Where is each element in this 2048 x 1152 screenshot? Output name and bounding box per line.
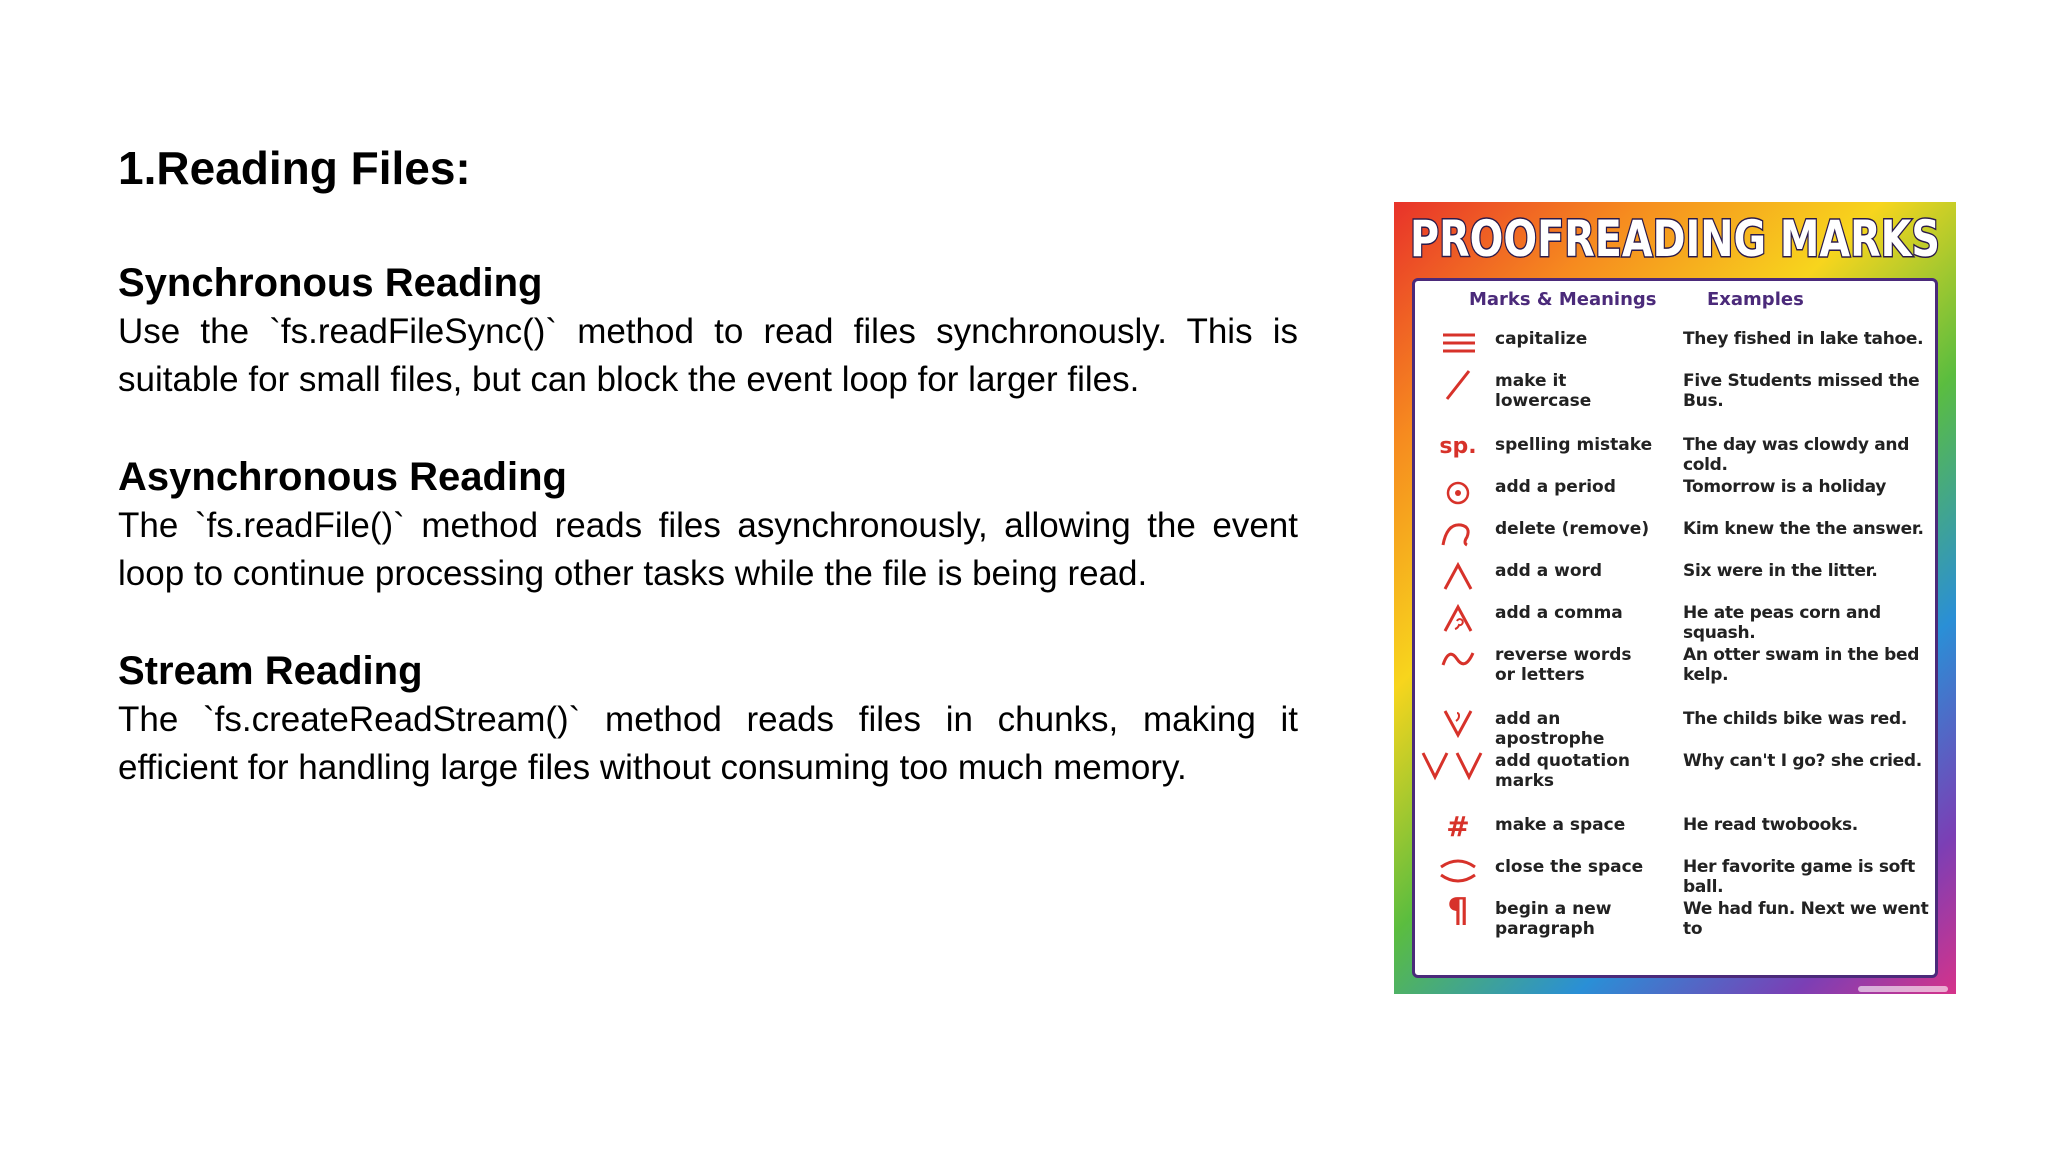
section-body: Use the `fs.readFileSync()` method to read files synchronously. This is suitable for small files, but can block the event loop for larger files. <box>118 312 1298 399</box>
swap-mark-icon <box>1437 641 1479 677</box>
mark-meaning: reverse words or letters <box>1495 645 1632 685</box>
mark-row-reverse <box>1415 641 1935 683</box>
mark-example: Tomorrow is a holiday <box>1683 477 1887 497</box>
mark-meaning: make a space <box>1495 815 1626 835</box>
mark-example: Kim knew the the answer. <box>1683 519 1924 539</box>
column-header-marks: Marks & Meanings <box>1469 289 1657 310</box>
section-heading: Asynchronous Reading <box>118 455 567 499</box>
period-mark-icon <box>1437 473 1479 509</box>
mark-meaning: spelling mistake <box>1495 435 1653 455</box>
mark-example: An otter swam in the bed kelp. <box>1683 645 1920 685</box>
comma-caret-icon <box>1437 599 1479 635</box>
close-space-icon <box>1437 853 1479 889</box>
mark-example: He ate peas corn and squash. <box>1683 603 1881 643</box>
mark-example: Her favorite game is soft ball. <box>1683 857 1915 897</box>
poster-title-text: PROOFREADING MARKS <box>1410 210 1940 268</box>
mark-row-capitalize <box>1415 325 1935 367</box>
section-body: The `fs.createReadStream()` method reads files in chunks, making it efficient for handling large files without consuming too much memory. <box>118 700 1298 787</box>
mark-row-lowercase <box>1415 367 1935 409</box>
section-synchronous <box>118 258 1298 404</box>
mark-meaning: delete (remove) <box>1495 519 1650 539</box>
delete-mark-icon <box>1437 515 1479 551</box>
capitalize-mark-icon <box>1437 325 1479 361</box>
poster-title-graphic <box>1394 208 1956 268</box>
mark-meaning: add a comma <box>1495 603 1623 623</box>
marks-panel <box>1412 278 1938 978</box>
mark-meaning: add quotation marks <box>1495 751 1631 791</box>
mark-row-quotation <box>1415 747 1935 789</box>
mark-meaning: make it lowercase <box>1495 371 1592 411</box>
mark-meaning: add an apostrophe <box>1495 709 1605 749</box>
mark-row-close-space <box>1415 853 1935 895</box>
mark-row-delete <box>1415 515 1935 557</box>
section-stream <box>118 646 1298 792</box>
caret-icon <box>1437 557 1479 593</box>
mark-row-period <box>1415 473 1935 515</box>
proofreading-marks-poster <box>1394 202 1956 994</box>
paragraph-mark-icon: ¶ <box>1447 891 1469 931</box>
section-heading: Synchronous Reading <box>118 261 543 305</box>
mark-meaning: close the space <box>1495 857 1644 877</box>
mark-example: He read twobooks. <box>1683 815 1858 835</box>
lowercase-slash-icon <box>1437 367 1479 403</box>
mark-row-add-comma <box>1415 599 1935 641</box>
text-column <box>118 140 1298 840</box>
mark-row-spelling <box>1415 431 1935 473</box>
poster-title <box>1394 208 1956 268</box>
slide-title: 1.Reading Files: <box>118 142 471 194</box>
mark-meaning: add a word <box>1495 561 1603 581</box>
mark-row-apostrophe <box>1415 705 1935 747</box>
mark-row-paragraph <box>1415 891 1935 939</box>
spelling-mark-icon: sp. <box>1439 434 1477 459</box>
mark-example: The day was clowdy and cold. <box>1683 435 1910 475</box>
mark-example: The childs bike was red. <box>1683 709 1908 729</box>
mark-example: We had fun. Next we went to <box>1683 899 1929 939</box>
mark-example: Why can't I go? she cried. <box>1683 751 1922 771</box>
section-body: The `fs.readFile()` method reads files asynchronously, allowing the event loop to continue processing other tasks while the file is being read. <box>118 506 1298 593</box>
mark-example: Five Students missed the Bus. <box>1683 371 1920 411</box>
mark-meaning: add a period <box>1495 477 1616 497</box>
section-heading: Stream Reading <box>118 649 423 693</box>
space-mark-icon: # <box>1446 810 1470 843</box>
mark-row-add-word <box>1415 557 1935 599</box>
publisher-credit-mark <box>1858 986 1948 992</box>
apostrophe-mark-icon <box>1437 705 1479 741</box>
mark-meaning: begin a new paragraph <box>1495 899 1612 939</box>
mark-row-space <box>1415 811 1935 853</box>
column-header-examples: Examples <box>1707 289 1804 310</box>
mark-example: Six were in the litter. <box>1683 561 1878 581</box>
mark-example: They fished in lake tahoe. <box>1683 329 1924 349</box>
mark-meaning: capitalize <box>1495 329 1588 349</box>
section-asynchronous <box>118 452 1298 598</box>
quotation-mark-icon <box>1421 747 1487 783</box>
